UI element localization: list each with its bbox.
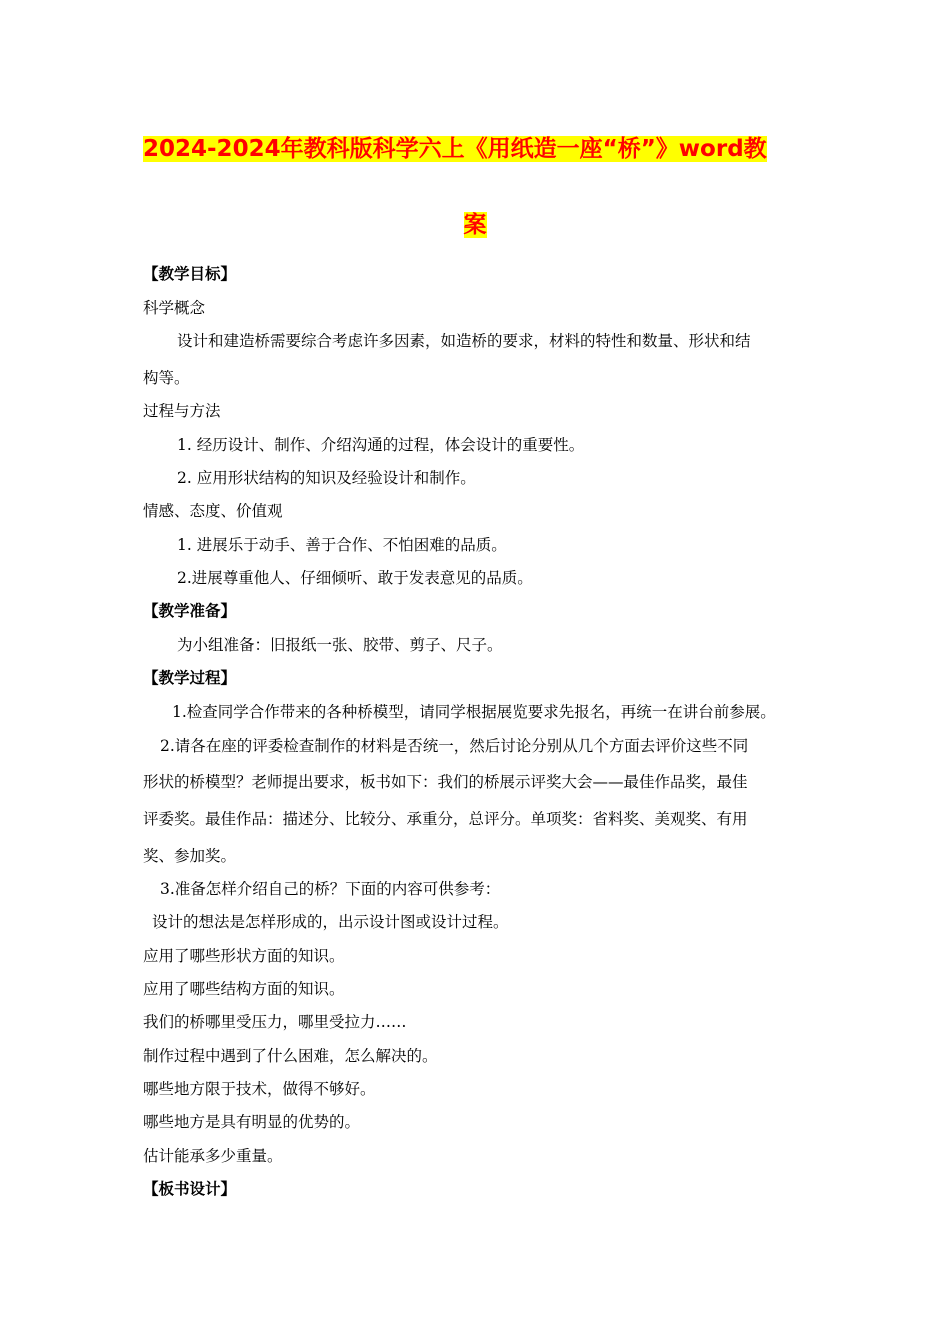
reference-item-1: 设计的想法是怎样形成的，出示设计图或设计过程。 (152, 913, 509, 931)
process-item-1: 1. 经历设计、制作、介绍沟通的过程，体会设计的重要性。 (177, 436, 585, 454)
reference-item-3: 应用了哪些结构方面的知识。 (143, 980, 345, 998)
reference-item-5: 制作过程中遇到了什么困难，怎么解决的。 (143, 1047, 438, 1065)
label-attitude: 情感、态度、价值观 (143, 502, 283, 520)
reference-item-6: 哪些地方限于技术，做得不够好。 (143, 1080, 376, 1098)
label-science-concept: 科学概念 (143, 299, 206, 317)
process-item-2: 2. 应用形状结构的知识及经验设计和制作。 (177, 469, 476, 487)
attitude-item-1: 1. 进展乐于动手、善于合作、不怕困难的品质。 (177, 536, 507, 554)
process-step-3: 3.准备怎样介绍自己的桥？下面的内容可供参考： (160, 880, 501, 898)
process-step-2-line-1: 2.请各在座的评委检查制作的材料是否统一，然后讨论分别从几个方面去评价这些不同 (160, 737, 749, 755)
reference-item-4: 我们的桥哪里受压力，哪里受拉力…… (143, 1013, 407, 1031)
process-step-2-line-2: 形状的桥模型？老师提出要求，板书如下：我们的桥展示评奖大会——最佳作品奖，最佳 (143, 773, 748, 791)
heading-teaching-prep: 【教学准备】 (143, 602, 237, 620)
concept-text-line-1: 设计和建造桥需要综合考虑许多因素，如造桥的要求，材料的特性和数量、形状和结 (177, 332, 751, 350)
process-step-1: 1.检查同学合作带来的各种桥模型，请同学根据展览要求先报名，再统一在讲台前参展。 (172, 703, 776, 721)
document-title-line-2: 案 (463, 212, 487, 238)
attitude-item-2: 2.进展尊重他人、仔细倾听、敢于发表意见的品质。 (177, 569, 533, 587)
concept-text-line-2: 构等。 (143, 369, 190, 387)
heading-teaching-goals: 【教学目标】 (143, 265, 237, 283)
heading-board-design: 【板书设计】 (143, 1180, 237, 1198)
reference-item-2: 应用了哪些形状方面的知识。 (143, 947, 345, 965)
prep-text: 为小组准备：旧报纸一张、胶带、剪子、尺子。 (177, 636, 503, 654)
heading-teaching-process: 【教学过程】 (143, 669, 237, 687)
process-step-2-line-4: 奖、参加奖。 (143, 847, 237, 865)
label-process-method: 过程与方法 (143, 402, 221, 420)
reference-item-8: 估计能承多少重量。 (143, 1147, 283, 1165)
reference-item-7: 哪些地方是具有明显的优势的。 (143, 1113, 361, 1131)
process-step-2-line-3: 评委奖。最佳作品：描述分、比较分、承重分，总评分。单项奖：省料奖、美观奖、有用 (143, 810, 748, 828)
document-title-line-1: 2024-2024年教科版科学六上《用纸造一座“桥”》word教 (143, 136, 767, 162)
